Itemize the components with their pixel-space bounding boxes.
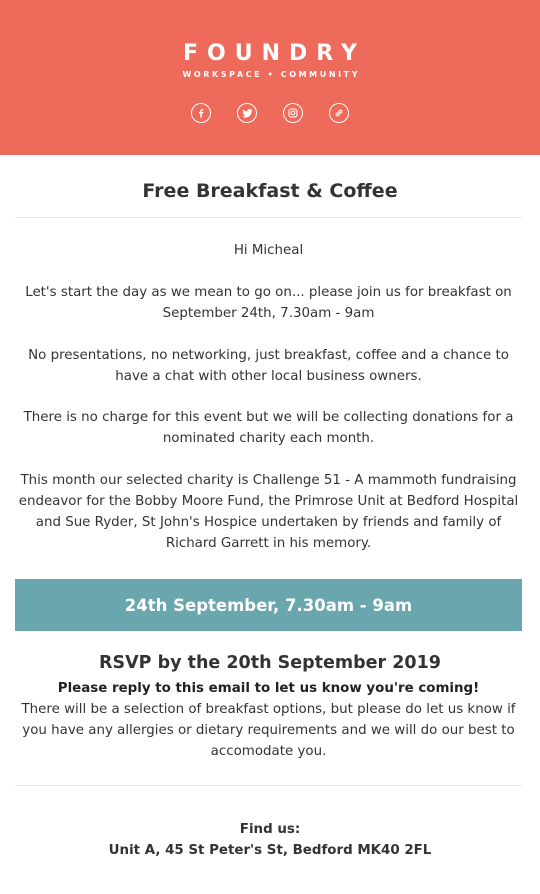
social-links <box>0 103 540 123</box>
details-paragraph: No presentations, no networking, just breakfast, coffee and a chance to have a chat with other local business owners. <box>28 348 509 384</box>
address-text: Unit A, 45 St Peter's St, Bedford MK40 2FL <box>108 843 432 858</box>
charity-paragraph: This month our selected charity is Challenge 51 - A mammoth fundraising endeavor for the Bobby Moore Fund, the Primrose Unit at Bedford Hospital and Sue Ryder, St John's Hospice undertaken by friends and family of Richard Garrett in his memory. <box>18 473 519 551</box>
header-banner <box>0 0 540 155</box>
intro-paragraph: Let's start the day as we mean to go on... please join us for breakfast on September 24th, 7.30am - 9am <box>25 285 512 321</box>
brand-tagline: WORKSPACE • COMMUNITY <box>182 70 361 79</box>
page-title: Free Breakfast & Coffee <box>142 180 398 202</box>
link-icon[interactable] <box>329 103 349 123</box>
event-date-banner <box>15 579 522 631</box>
rsvp-text: There will be a selection of breakfast options, but please do let us know if you have any allergies or dietary requirements and we will do our best to accomodate you. <box>21 702 516 759</box>
brand-logo[interactable]: FOUNDRY <box>183 41 366 66</box>
instagram-icon[interactable] <box>283 103 303 123</box>
find-us-label: Find us: <box>239 822 301 837</box>
divider-top <box>15 217 522 218</box>
divider-bottom <box>15 785 522 786</box>
event-date-text: 24th September, 7.30am - 9am <box>124 595 413 615</box>
twitter-icon[interactable] <box>237 103 257 123</box>
rsvp-subheading: Please reply to this email to let us know you're coming! <box>57 681 480 696</box>
rsvp-heading: RSVP by the 20th September 2019 <box>99 653 441 673</box>
facebook-icon[interactable] <box>191 103 211 123</box>
greeting-text: Hi Micheal <box>233 243 304 258</box>
charge-paragraph: There is no charge for this event but we will be collecting donations for a nominated charity each month. <box>23 410 514 446</box>
